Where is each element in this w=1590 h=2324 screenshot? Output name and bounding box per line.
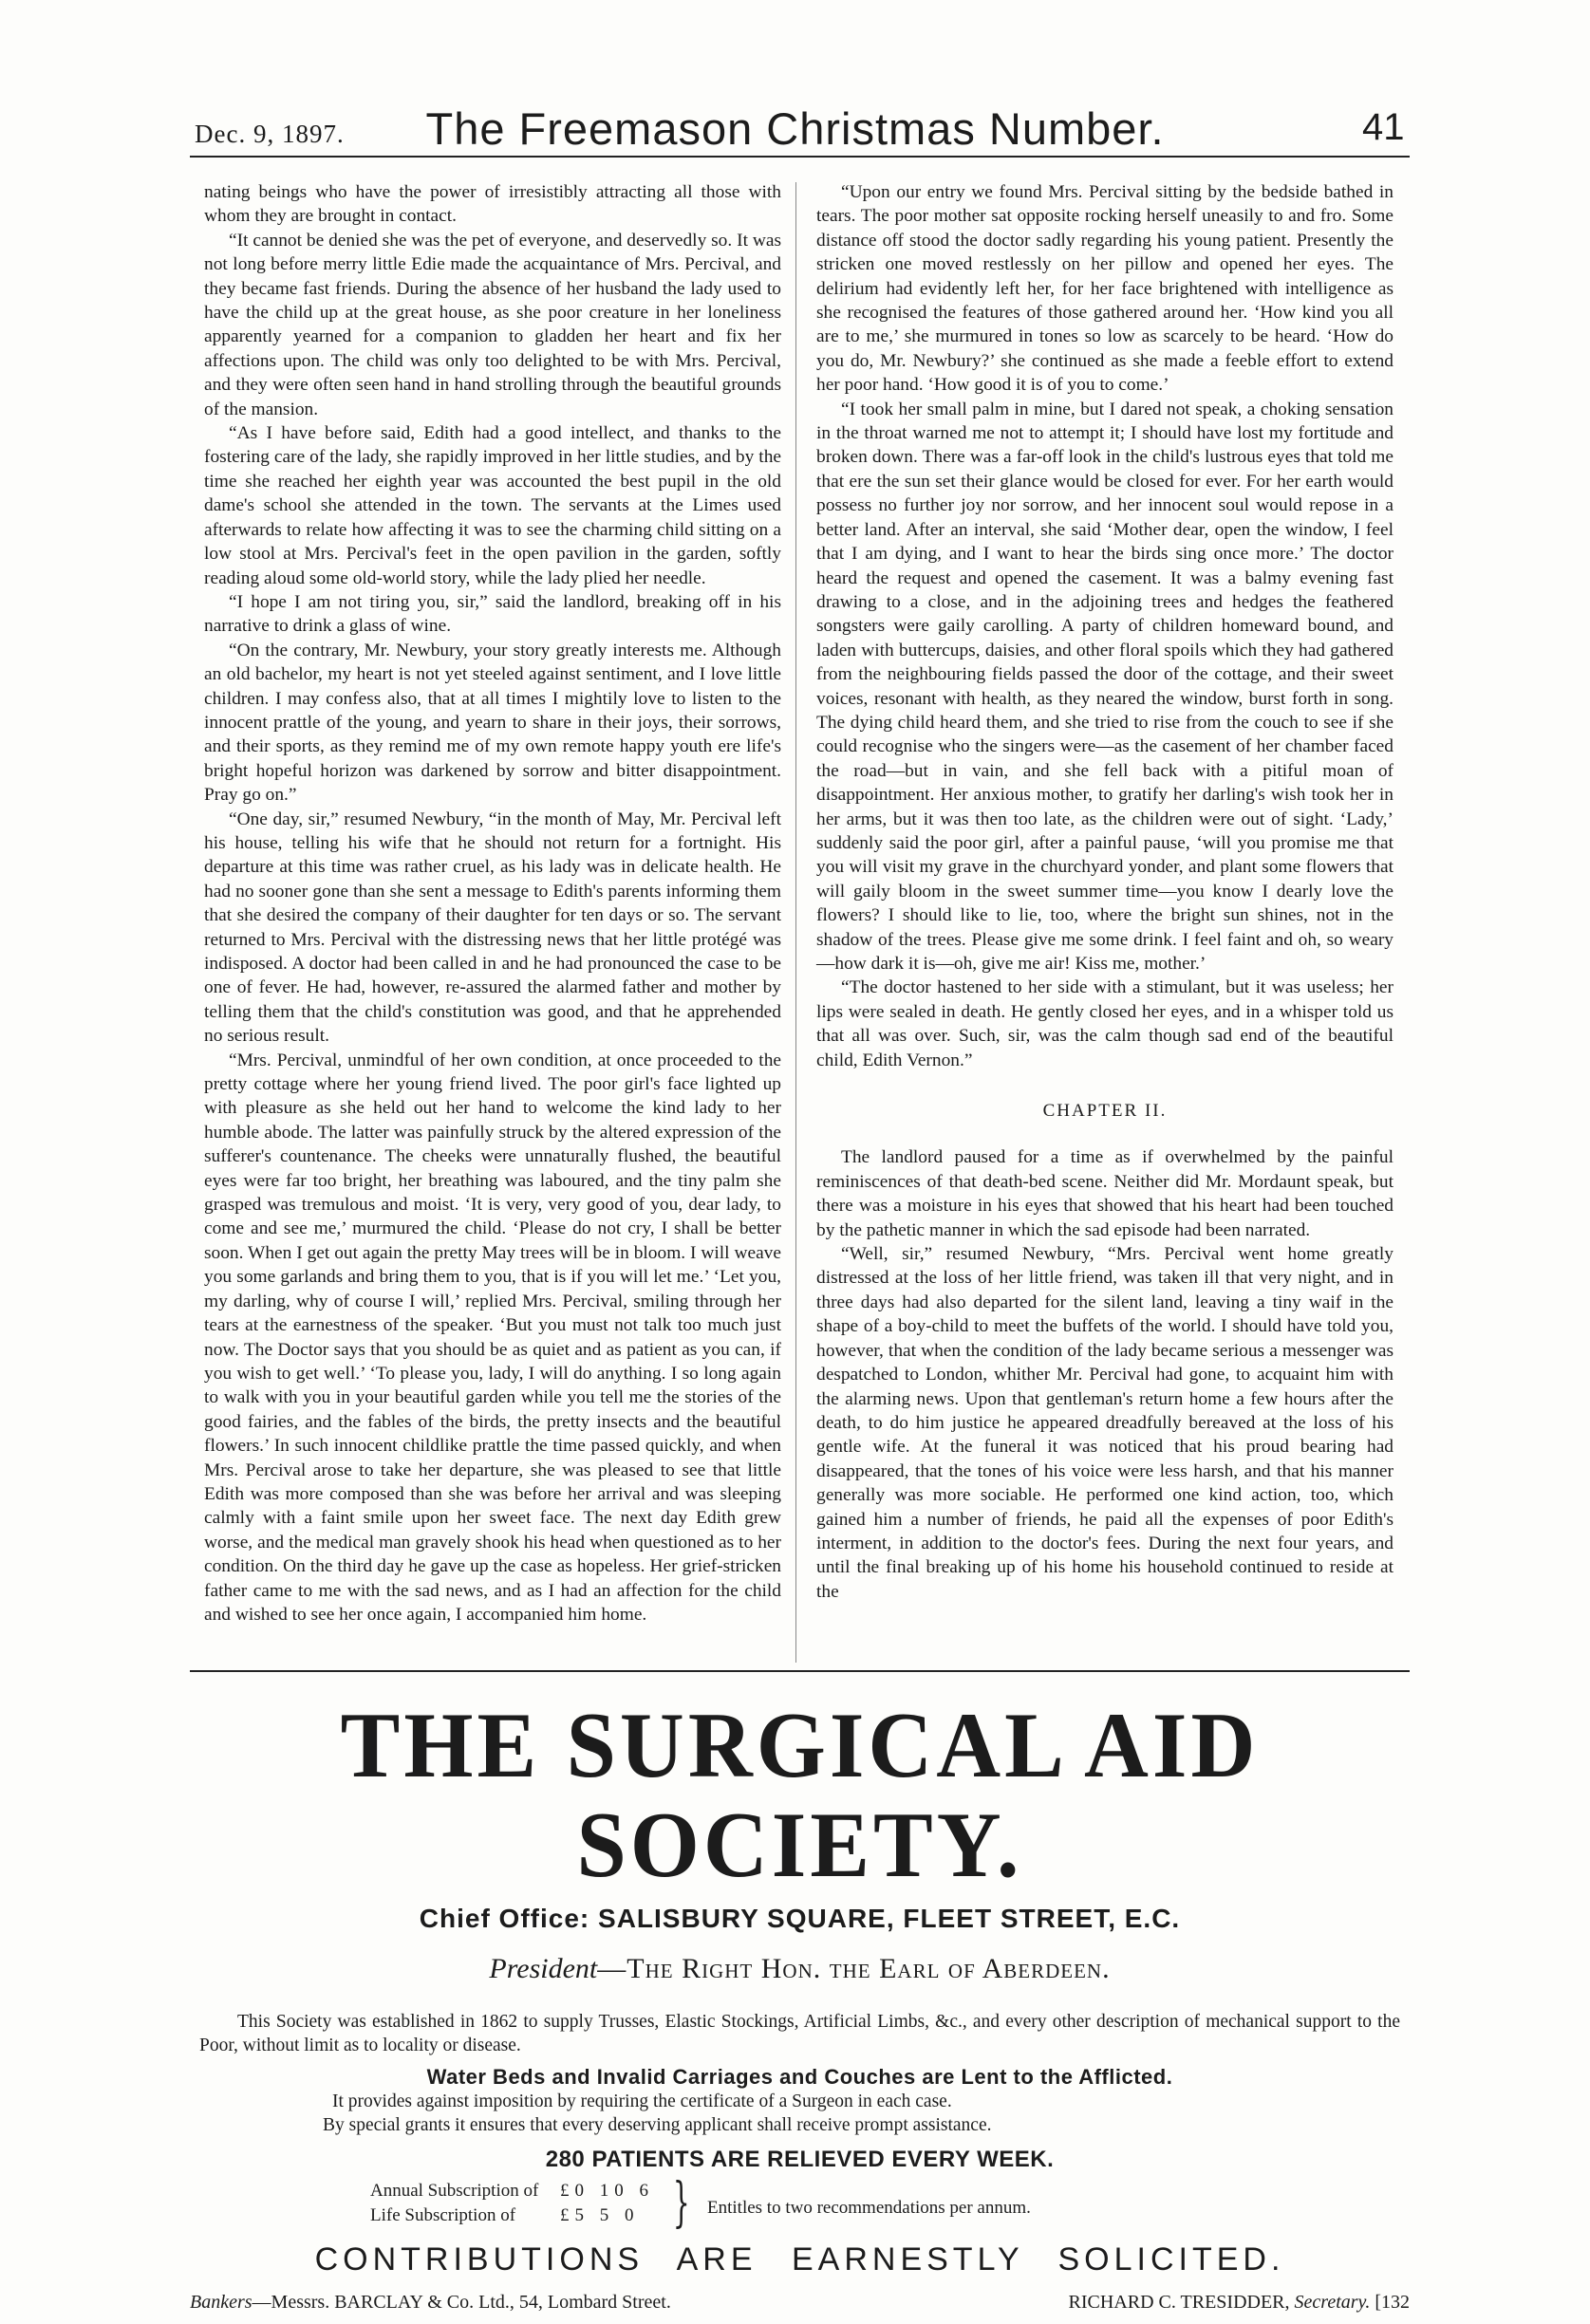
paragraph: “Well, sir,” resumed Newbury, “Mrs. Percival went home greatly distressed at the loss of her little friend, was taken ill that very night, and in three days had also departed for the silent land, leaving a tiny waif in the shape of a boy-child to meet the buffets of the world. I should have told you, however, that when the condition of the lady became serious a messenger was despatched to London, whither Mr. Percival had gone, to acquaint him with the alarming news. Upon that gentleman's return home a few hours after the death, to do him justice he appeared dreadfully bereaved at the loss of his gentle wife. At the funeral it was noticed that his proud bearing had disappeared, that the tones of his voice were less harsh, and that his manner generally was more sociable. He performed one kind action, too, which gained him a number of friends, he paid all the expenses of poor Edith's interment, in addition to the doctor's fees. During the next four years, and until the final breaking up of his home his household continued to reside at the: [816, 1244, 1394, 1602]
paragraph: “On the contrary, Mr. Newbury, your story greatly interests me. Although an old bachelor, my heart is not yet steeled against sentiment, and I love little children. I may confess also, that at all times I mightily love to listen to the innocent prattle of the young, and yearn to share in their joys, their sorrows, and their sports, as they remind me of my own remote happy youth ere life's bright hopeful horizon was darkened by sorrow and bitter disappointment. Pray go on.”: [204, 640, 781, 806]
secretary-line: [1069, 2292, 1410, 2314]
chapter-heading: CHAPTER II.: [1042, 1101, 1168, 1122]
president-label: President: [489, 1953, 598, 1984]
paragraph: nating beings who have the power of irresistibly attracting all those with whom they are brought in contact.: [204, 182, 781, 227]
paragraph: “Upon our entry we found Mrs. Percival sitting by the bedside bathed in tears. The poor mother sat opposite rocking herself uneasily to and fro. Some distance off stood the doctor sadly regarding his young patient. Presently the stricken one moved restlessly on her pillow and opened her eyes. The delirium had evidently left her, for her face brightened with intelligence as she recognised the features of those gathered around her. ‘How kind you all are to me,’ she murmured in tones so low as scarcely to be heard. ‘How do you do, Mr. Newbury?’ she continued as she made a feeble effort to extend her poor hand. ‘How good it is of you to come.’: [816, 182, 1394, 396]
page-header: [0, 0, 1590, 161]
publication-title: The Freemason Christmas Number.: [425, 103, 1165, 154]
paragraph: The landlord paused for a time as if overwhelmed by the painful reminiscences of that death-bed scene. Neither did Mr. Mordaunt speak, but there was a moisture in his eyes that showed that his heart had been touched by the pathetic manner in which the sad episode had been narrated.: [816, 1147, 1394, 1240]
secretary-name: RICHARD C. TRESIDDER,: [1068, 2292, 1290, 2313]
paragraph: “I took her small palm in mine, but I dared not speak, a choking sensation in the throat warned me not to attempt it; I should have lost my fortitude and broken down. There was a far-off look in the child's lustrous eyes that told me that ere the sun set their glance would be closed for ever. For her earth would possess no further joy nor sorrow, and her innocent soul would repose in a better land. After an interval, she said ‘Mother dear, open the window, I feel that I am dying, and I want to hear the birds sing once more.’ The doctor heard the request and opened the casement. It was a balmy evening fast drawing to a close, and in the adjoining trees and hedges the feathered songsters were gaily carolling. A party of children homeward bound, and laden with buttercups, daisies, and other floral spoils which they had gathered from the neighbouring fields passed the door of the cottage, and their sweet voices, resonant with health, as they neared the window, burst forth in song. The dying child heard them, and she tried to rise from the couch to see if she could recognise who the singers were—as the casement of her chamber faced the road—but in vain, and she fell back with a pitiful moan of disappointment. Her anxious mother, to gratify her darling's wish took her in her arms, but it was then too late, as the children were out of sight. ‘Lady,’ suddenly said the poor girl, after a painful pause, ‘will you promise me that you will visit my grave in the churchyard yonder, and plant some flowers that will gaily bloom in the sweet summer time—you know I dearly love the flowers? I should like to lie, too, where the bright sun shines, not in the shadow of the trees. Please give me some drink. I feel faint and oh, so weary—how dark it is—oh, give me air! Kiss me, mother.’: [816, 399, 1394, 974]
secretary-title: Secretary.: [1294, 2292, 1371, 2313]
president-name: —The Right Hon. the Earl of Aberdeen.: [597, 1953, 1111, 1984]
advert-water-beds: Water Beds and Invalid Carriages and Couches are Lent to the Afflicted.: [426, 2065, 1173, 2089]
bankers-text: —Messrs. BARCLAY & Co. Ltd., 54, Lombard Street.: [252, 2292, 671, 2313]
bankers-label: Bankers: [190, 2292, 253, 2313]
entitles-text: Entitles to two recommendations per annum.: [707, 2198, 1031, 2218]
paragraph: “The doctor hastened to her side with a stimulant, but it was useless; her lips were sealed in death. He gently closed her eyes, and in a whisper told us that all was over. Such, sir, was the calm though sad end of the beautiful child, Edith Vernon.”: [816, 977, 1394, 1070]
advert-contributions: CONTRIBUTIONS ARE EARNESTLY SOLICITED.: [314, 2241, 1285, 2278]
subscription-block: [190, 2172, 1410, 2236]
header-rule: [190, 156, 1410, 158]
life-subscription-row: [370, 2205, 655, 2226]
life-label: Life Subscription of: [370, 2205, 516, 2225]
advert-title: THE SURGICAL AID SOCIETY.: [340, 1693, 1260, 1898]
advert-ref: [132: [1375, 2292, 1410, 2313]
advert-president: [190, 1953, 1410, 1985]
advert-footer: [190, 2292, 1410, 2324]
advert-imposition: It provides against imposition by requiring the certificate of a Surgeon in each case.: [332, 2092, 952, 2111]
advert-patients: 280 PATIENTS ARE RELIEVED EVERY WEEK.: [545, 2147, 1055, 2172]
column-divider: [795, 182, 796, 1663]
bankers-line: [190, 2292, 671, 2314]
annual-amount: £0 10 6: [560, 2181, 654, 2201]
issue-date: Dec. 9, 1897.: [195, 120, 345, 148]
life-amount: £5 5 0: [560, 2205, 640, 2225]
advert-office: Chief Office: SALISBURY SQUARE, FLEET STREET, E.C.: [419, 1904, 1181, 1933]
advert-description: This Society was established in 1862 to supply Trusses, Elastic Stockings, Artificial Limbs, &c., and every other description of mechanical support to the Poor, without limit as to locality or disease.: [199, 2012, 1400, 2055]
annual-subscription-row: [370, 2181, 655, 2202]
advert-special-grants: By special grants it ensures that every deserving applicant shall receive prompt assistance.: [323, 2115, 992, 2135]
advert-rule: [190, 1670, 1410, 1672]
brace-icon: }: [672, 2172, 690, 2234]
annual-label: Annual Subscription of: [370, 2181, 539, 2201]
paragraph: “Mrs. Percival, unmindful of her own condition, at once proceeded to the pretty cottage where her young friend lived. The poor girl's face lighted up with pleasure as she held out her hand to welcome the kind lady to her humble abode. The latter was painfully struck by the altered expression of the sufferer's countenance. The cheeks were unnaturally flushed, the beautiful eyes were far too bright, her breathing was laboured, and the tiny palm she grasped was tremulous and moist. ‘It is very, very good of you, dear lady, to come and see me,’ murmured the child. ‘Please do not cry, I shall be better soon. When I get out again the pretty May trees will be in bloom. I will weave you some garlands and bring them to you, that is if you will let me.’ ‘Let you, my darling, why of course I will,’ replied Mrs. Percival, smiling through her tears at the earnestness of the speaker. ‘But you must not talk too much just now. The Doctor says that you should be as quiet and as patient as you can, if you wish to get well.’ ‘To please you, lady, I will do anything. I so long again to walk with you in your beautiful garden while you tell me the stories of the good fairies, and the fables of the birds, the pretty insects and the beautiful flowers.’ In such innocent childlike prattle the time passed quickly, and when Mrs. Percival arose to take her departure, she was pleased to see that little Edith was more composed than she was before her arrival and was sleeping calmly with a faint smile upon her sweet face. The next day Edith grew worse, and the medical man gravely shook his head when questioned as to her condition. On the third day he gave up the case as hopeless. Her grief-stricken father came to me with the sad news, and as I had an affection for the child and wished to see her once again, I accompanied him home.: [204, 1050, 781, 1625]
surgical-aid-advert: [190, 1670, 1410, 2324]
page-number: 41: [1362, 106, 1405, 148]
paragraph: “It cannot be denied she was the pet of everyone, and deservedly so. It was not long before merry little Edie made the acquaintance of Mrs. Percival, and they became fast friends. During the absence of her husband the lady used to have the child up at the great house, as she poor creature in her loneliness apparently yearned for a companion to gladden her heart and fix her affections upon. The child was only too delighted to be with Mrs. Percival, and they were often seen hand in hand strolling through the beautiful grounds of the mansion.: [204, 230, 781, 419]
paragraph: “I hope I am not tiring you, sir,” said the landlord, breaking off in his narrative to drink a glass of wine.: [204, 591, 781, 637]
paragraph: “One day, sir,” resumed Newbury, “in the month of May, Mr. Percival left his house, telling his wife that he should not return for a fortnight. His departure at this time was rather cruel, as his lady was in delicate health. He had no sooner gone than she sent a message to Edith's parents informing them that she desired the company of their daughter for ten days or so. The servant returned to Mrs. Percival with the distressing news that her little protégé was indisposed. A doctor had been called in and he had pronounced the case to be one of fever. He had, however, re-assured the alarmed father and mother by telling them that the child's constitution was good, and that he apprehended no serious result.: [204, 809, 781, 1047]
right-column: [816, 180, 1394, 1604]
paragraph: “As I have before said, Edith had a good intellect, and thanks to the fostering care of the lady, she rapidly improved in her little studies, and by the time she reached her eighth year was accounted the best pupil in the old dame's school she attended in the town. The servants at the Limes used afterwards to relate how affecting it was to see the charming child sitting on a low stool at Mrs. Percival's feet in the open pavilion in the garden, softly reading aloud some old-world story, while the lady plied her needle.: [204, 423, 781, 588]
left-column: [204, 180, 781, 1627]
